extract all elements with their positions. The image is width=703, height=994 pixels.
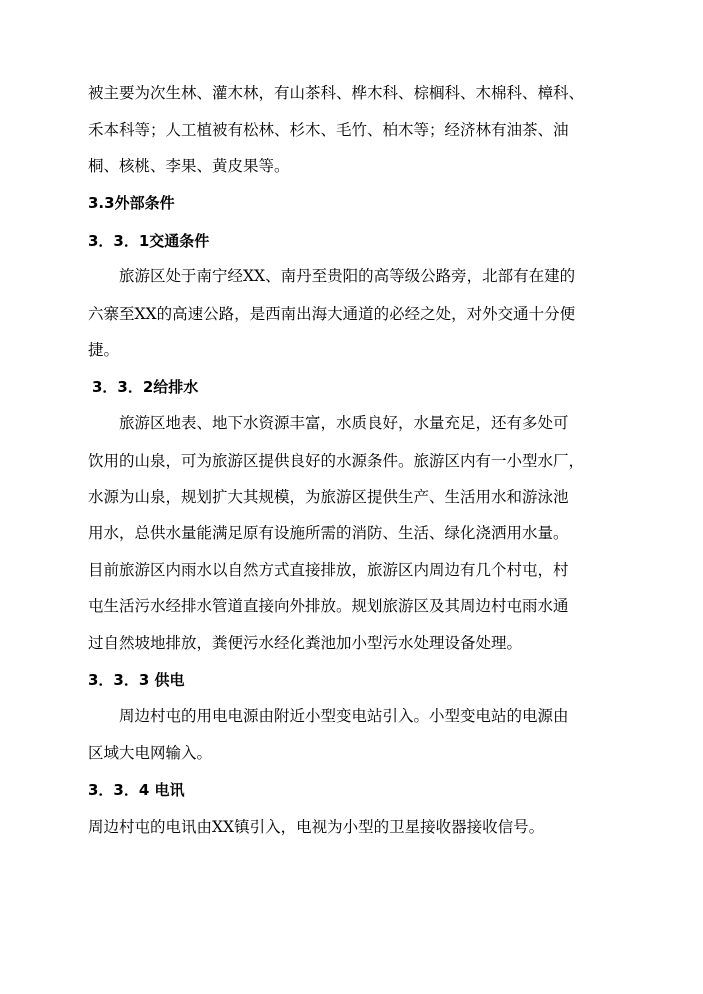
section-heading: 3.3外部条件 [88, 194, 175, 212]
text-line: 周边村屯的用电电源由附近小型变电站引入。小型变电站的电源由 [119, 707, 569, 725]
text-line: 周边村屯的电讯由XX镇引入，电视为小型的卫星接收器接收信号。 [88, 818, 545, 836]
text-line: 旅游区地表、地下水资源丰富，水质良好，水量充足，还有多处可 [119, 414, 569, 432]
subsection-heading: 3．3．2给排水 [92, 378, 199, 396]
text-line: 饮用的山泉，可为旅游区提供良好的水源条件。旅游区内有一小型水厂， [88, 452, 585, 470]
text-line: 被主要为次生林、灌木林，有山茶科、桦木科、棕榈科、木棉科、樟科、 [88, 84, 585, 102]
text-line: 过自然坡地排放，粪便污水经化粪池加小型污水处理设备处理。 [88, 634, 523, 652]
text-line: 用水，总供水量能满足原有设施所需的消防、生活、绿化浇洒用水量。 [88, 524, 569, 542]
text-line: 旅游区处于南宁经XX、南丹至贵阳的高等级公路旁，北部有在建的 [119, 267, 576, 285]
text-line: 禾本科等；人工植被有松林、杉木、毛竹、柏木等；经济林有油茶、油 [88, 121, 569, 139]
text-line: 目前旅游区内雨水以自然方式直接排放，旅游区内周边有几个村屯，村 [88, 561, 569, 579]
subsection-heading: 3．3．3 供电 [88, 671, 185, 689]
text-line: 屯生活污水经排水管道直接向外排放。规划旅游区及其周边村屯雨水通 [88, 597, 569, 615]
subsection-heading: 3．3．1交通条件 [88, 232, 210, 250]
text-line: 桐、核桃、李果、黄皮果等。 [88, 157, 290, 175]
text-line: 水源为山泉，规划扩大其规模，为旅游区提供生产、生活用水和游泳池 [88, 488, 569, 506]
text-line: 区域大电网输入。 [88, 744, 213, 762]
subsection-heading: 3．3．4 电讯 [88, 781, 185, 799]
text-line: 六寨至XX的高速公路，是西南出海大通道的必经之处，对外交通十分便 [88, 305, 576, 323]
text-line: 捷。 [88, 341, 120, 359]
